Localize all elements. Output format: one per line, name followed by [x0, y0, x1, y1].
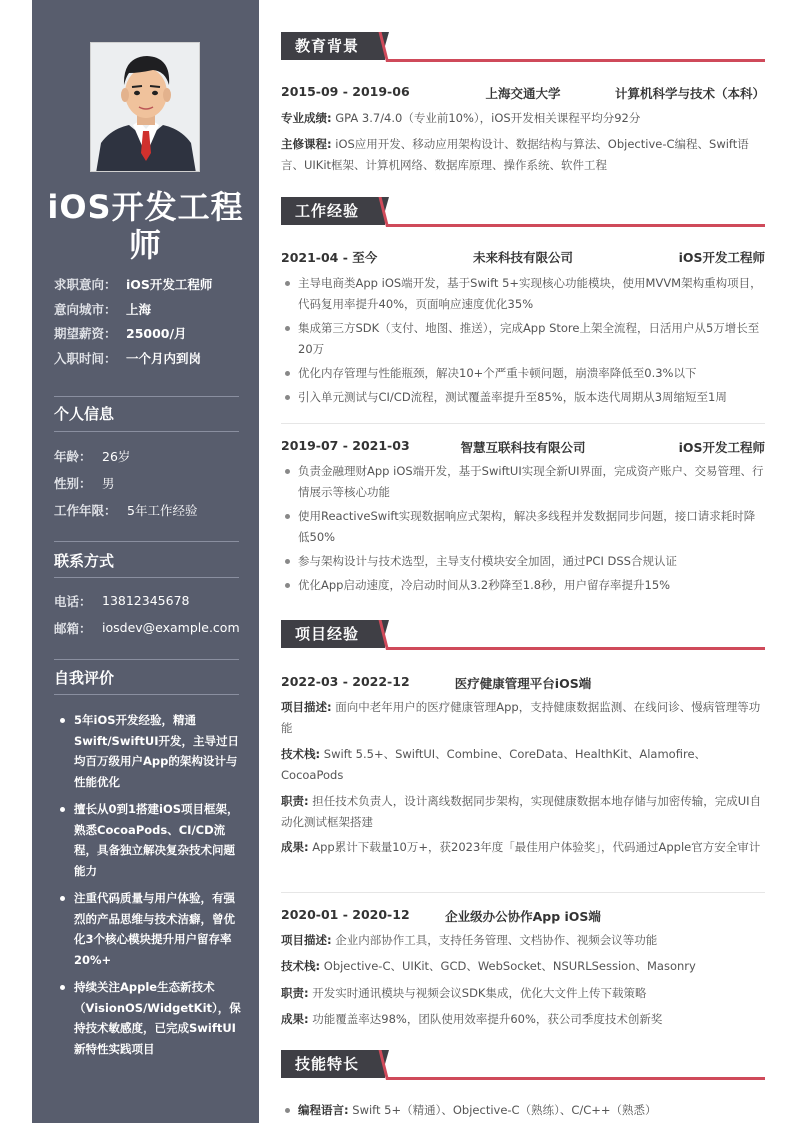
intent-label: 入职时间：	[54, 350, 117, 366]
bullet-icon	[285, 281, 290, 286]
company-name: 智慧互联科技有限公司	[460, 440, 586, 455]
major: 计算机科学与技术（本科）	[614, 86, 765, 101]
job-duty-item: 集成第三方SDK（支付、地图、推送），完成App Store上架全流程，日活用户从5万增长至20万	[281, 318, 765, 360]
bullet-icon	[285, 326, 290, 331]
bullet-icon	[60, 807, 65, 812]
personal-label: 工作年限：	[54, 502, 117, 518]
bullet-icon	[285, 559, 290, 564]
intent-label: 求职意向：	[54, 277, 117, 293]
divider	[54, 659, 239, 660]
education-section-header	[281, 32, 765, 64]
personal-row	[54, 442, 254, 469]
self-eval-item: 5年iOS开发经验，精通Swift/SwiftUI开发，主导过日均百万级用户App的架构设计与性能优化	[58, 710, 243, 792]
project-duty: 职责: 开发实时通讯模块与视频会议SDK集成，优化大文件上传下载策略	[281, 986, 647, 1000]
divider	[281, 423, 765, 424]
candidate-title: iOS开发工程师	[47, 188, 244, 264]
intent-label: 意向城市：	[54, 301, 117, 317]
intent-value: 一个月内到岗	[126, 350, 202, 366]
section-title: 技能特长	[281, 1050, 385, 1078]
section-title: 教育背景	[281, 32, 385, 60]
project-description: 项目描述: 面向中老年用户的医疗健康管理App，支持健康数据监测、在线问诊、慢病管理等功能	[281, 700, 761, 735]
divider	[54, 396, 239, 397]
sidebar	[32, 0, 259, 1123]
school-name: 上海交通大学	[485, 86, 561, 101]
job-duty-item: 优化App启动速度，冷启动时间从3.2秒降至1.8秒，用户留存率提升15%	[281, 575, 765, 596]
personal-value: 26岁	[102, 448, 131, 464]
personal-info-list	[54, 442, 254, 523]
phone-label: 电话：	[54, 593, 92, 609]
project-description: 项目描述: 企业内部协作工具，支持任务管理、文档协作、视频会议等功能	[281, 933, 658, 947]
bullet-icon	[285, 1108, 290, 1113]
divider	[54, 577, 239, 578]
skill-item: 编程语言: Swift 5+（精通）、Objective-C（熟练）、C/C++（熟悉）	[281, 1100, 765, 1121]
intent-row	[54, 321, 254, 346]
job-duty-item: 优化内存管理与性能瓶颈，解决10+个严重卡顿问题，崩溃率降低至0.3%以下	[281, 363, 765, 384]
job-duties-list	[281, 461, 765, 599]
intent-row	[54, 297, 254, 322]
bullet-icon	[285, 514, 290, 519]
email-value: iosdev@example.com	[102, 620, 240, 635]
project-header	[281, 674, 765, 694]
job-intent-list	[54, 272, 254, 370]
divider	[281, 892, 765, 893]
project-date: 2020-01 - 2020-12	[281, 907, 410, 922]
bullet-icon	[60, 896, 65, 901]
bullet-icon	[285, 371, 290, 376]
divider	[54, 431, 239, 432]
avatar-illustration	[91, 43, 200, 172]
work-section-header	[281, 197, 765, 229]
project-duty: 职责: 担任技术负责人，设计离线数据同步架构，实现健康数据本地存储与加密传输，完成UI自动化测试框架搭建	[281, 794, 762, 829]
bullet-icon	[285, 469, 290, 474]
contact-list	[54, 587, 254, 641]
self-eval-list	[58, 710, 243, 1066]
project-tech-stack: 技术栈: Swift 5.5+、SwiftUI、Combine、CoreData、HealthKit、Alamofire、CocoaPods	[281, 747, 707, 782]
personal-row	[54, 469, 254, 496]
job-duties-list	[281, 273, 765, 411]
job-header	[281, 248, 765, 268]
job-role: iOS开发工程师	[678, 440, 765, 455]
self-eval-item: 擅长从0到1搭建iOS项目框架，熟悉CocoaPods、CI/CD流程，具备独立解决复杂技术问题能力	[58, 799, 243, 881]
skills-list	[281, 1100, 765, 1123]
email-label: 邮箱：	[54, 620, 92, 636]
education-header	[281, 84, 765, 104]
section-title: 项目经验	[281, 620, 385, 648]
intent-value: 上海	[126, 301, 152, 317]
job-role: iOS开发工程师	[678, 250, 765, 265]
personal-label: 年龄：	[54, 448, 92, 464]
personal-info-title: 个人信息	[54, 405, 115, 423]
project-name: 企业级办公协作App iOS端	[445, 909, 601, 924]
project-header	[281, 907, 765, 927]
project-result: 成果: App累计下载量10万+，获2023年度「最佳用户体验奖」，代码通过Apple官方安全审计	[281, 840, 761, 854]
project-name: 医疗健康管理平台iOS端	[454, 676, 592, 691]
intent-label: 期望薪资：	[54, 326, 117, 342]
intent-value: iOS开发工程师	[126, 277, 213, 293]
personal-value: 5年工作经验	[127, 502, 198, 518]
intent-row	[54, 346, 254, 371]
contact-title: 联系方式	[54, 552, 115, 570]
intent-row	[54, 272, 254, 297]
job-duty-item: 主导电商类App iOS端开发，基于Swift 5+实现核心功能模块，使用MVVM架构重构项目，代码复用率提升40%，页面响应速度优化35%	[281, 273, 765, 315]
job-header	[281, 438, 765, 458]
self-eval-item: 注重代码质量与用户体验，有强烈的产品思维与技术洁癖，曾优化3个核心模块提升用户留存率20%+	[58, 888, 243, 970]
skills-section-header	[281, 1050, 765, 1082]
job-date: 2019-07 - 2021-03	[281, 438, 410, 453]
education-date: 2015-09 - 2019-06	[281, 84, 410, 99]
project-tech-stack: 技术栈: Objective-C、UIKit、GCD、WebSocket、NSURLSession、Masonry	[281, 959, 696, 973]
profile-photo	[90, 42, 200, 172]
bullet-icon	[285, 583, 290, 588]
contact-row	[54, 614, 254, 641]
job-duty-item: 使用ReactiveSwift实现数据响应式架构，解决多线程并发数据同步问题，接口请求耗时降低50%	[281, 506, 765, 548]
education-courses: 主修课程: iOS应用开发、移动应用架构设计、数据结构与算法、Objective-C编程、Swift语言、UIKit框架、计算机网络、数据库原理、操作系统、软件工程	[281, 137, 749, 172]
personal-row	[54, 496, 254, 523]
personal-value: 男	[102, 475, 115, 491]
project-date: 2022-03 - 2022-12	[281, 674, 410, 689]
projects-section-header	[281, 620, 765, 652]
project-result: 成果: 功能覆盖率达98%，团队使用效率提升60%，获公司季度技术创新奖	[281, 1012, 663, 1026]
self-eval-title: 自我评价	[54, 669, 115, 687]
job-date: 2021-04 - 至今	[281, 250, 378, 265]
contact-row	[54, 587, 254, 614]
company-name: 未来科技有限公司	[472, 250, 573, 265]
bullet-icon	[60, 718, 65, 723]
job-duty-item: 参与架构设计与技术选型，主导支付模块安全加固，通过PCI DSS合规认证	[281, 551, 765, 572]
job-duty-item: 引入单元测试与CI/CD流程，测试覆盖率提升至85%，版本迭代周期从3周缩短至1周	[281, 387, 765, 408]
personal-label: 性别：	[54, 475, 92, 491]
divider	[54, 541, 239, 542]
bullet-icon	[285, 395, 290, 400]
divider	[54, 694, 239, 695]
bullet-icon	[60, 985, 65, 990]
section-title: 工作经验	[281, 197, 385, 225]
self-eval-item: 持续关注Apple生态新技术（VisionOS/WidgetKit），保持技术敏感度，已完成SwiftUI新特性实践项目	[58, 977, 243, 1059]
phone-value: 13812345678	[102, 593, 190, 608]
intent-value: 25000/月	[126, 326, 187, 342]
job-duty-item: 负责金融理财App iOS端开发，基于SwiftUI实现全新UI界面，完成资产账户、交易管理、行情展示等核心功能	[281, 461, 765, 503]
education-score: 专业成绩: GPA 3.7/4.0（专业前10%），iOS开发相关课程平均分92分	[281, 111, 641, 125]
